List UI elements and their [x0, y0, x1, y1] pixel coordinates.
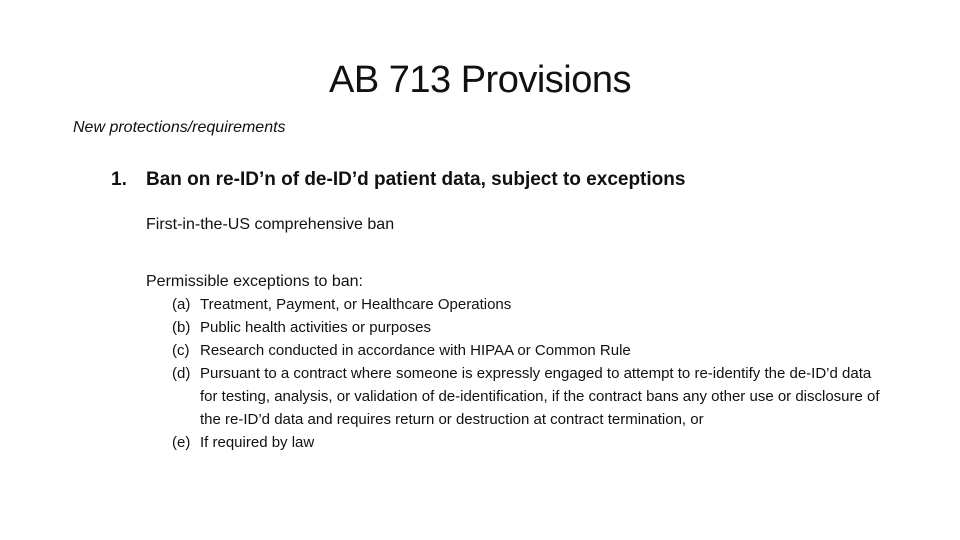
- list-item: [172, 293, 902, 316]
- list-item-text: Research conducted in accordance with HIPAA or Common Rule: [200, 342, 631, 359]
- numbered-item: [111, 167, 685, 193]
- list-item: [172, 339, 902, 362]
- list-marker: (d): [172, 365, 191, 382]
- note-first-ban: First-in-the-US comprehensive ban: [146, 216, 395, 233]
- list-marker: (a): [172, 296, 191, 313]
- list-item-text: Treatment, Payment, or Healthcare Operations: [200, 296, 512, 313]
- slide-title: AB 713 Provisions: [329, 59, 631, 101]
- slide-subtitle: New protections/requirements: [73, 119, 286, 136]
- list-item-text: If required by law: [200, 434, 315, 451]
- list-item: [172, 362, 902, 431]
- list-item-text: Pursuant to a contract where someone is expressly engaged to attempt to re-identify the de-ID’d data for testing, analysis, or validation of de-identification, if the contract bans any other use or disclosure of the re-ID’d data and requires return or destruction at contract termination, or: [200, 365, 880, 428]
- list-item: [172, 431, 902, 454]
- list-marker: (c): [172, 342, 190, 359]
- list-item-text: Public health activities or purposes: [200, 319, 431, 336]
- item-number: 1.: [111, 169, 127, 190]
- list-marker: (e): [172, 434, 191, 451]
- exceptions-list: [172, 293, 902, 454]
- list-item: [172, 316, 902, 339]
- item-text: Ban on re-ID’n of de-ID’d patient data, subject to exceptions: [146, 169, 686, 190]
- note-exceptions-heading: Permissible exceptions to ban:: [146, 273, 363, 290]
- list-marker: (b): [172, 319, 191, 336]
